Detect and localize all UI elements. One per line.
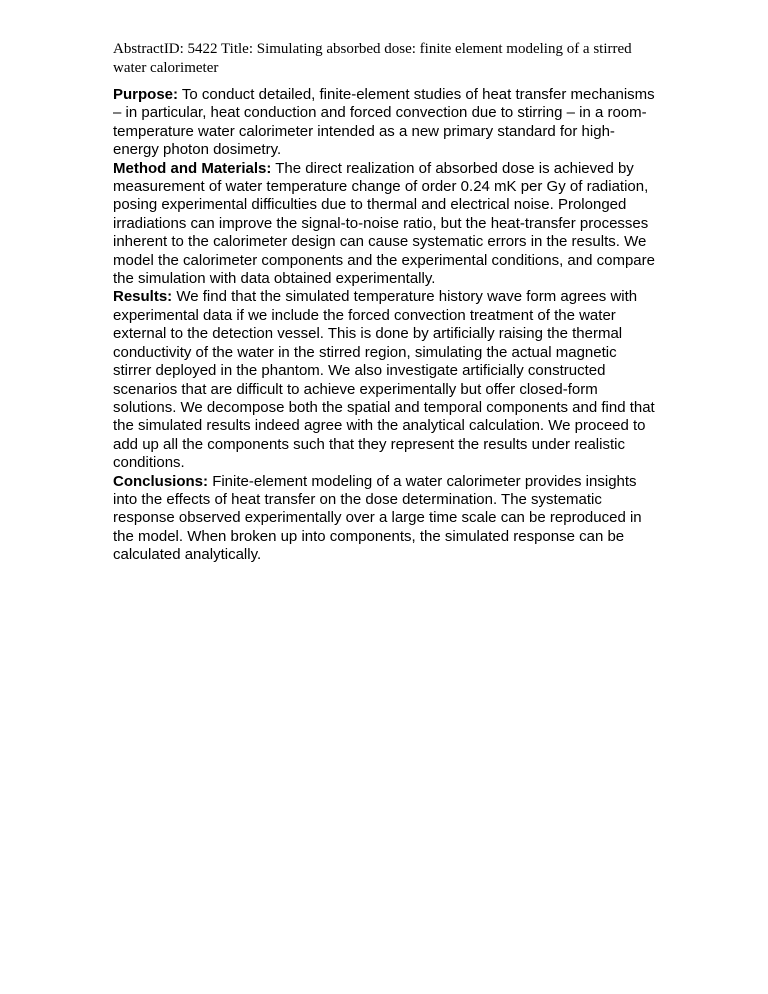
section-results <box>113 288 658 472</box>
section-purpose-text: To conduct detailed, finite-element studies of heat transfer mechanisms – in particular, heat conduction and forced convection due to stirring – in a room-temperature water calorimeter intended as a new primary standard for high-energy photon dosimetry. <box>113 86 655 159</box>
section-conclusions-text: Finite-element modeling of a water calorimeter provides insights into the effects of heat transfer on the dose determination. The systematic response observed experimentally over a large time scale can be reproduced in the model. When broken up into components, the simulated response can be calculated analytically. <box>113 472 642 564</box>
section-conclusions <box>113 473 658 565</box>
section-results-text: We find that the simulated temperature history wave form agrees with experimental data if we include the forced convection treatment of the water external to the detection vessel. This is done by artificially raising the thermal conductivity of the water in the stirred region, simulating the actual magnetic stirrer deployed in the phantom. We also investigate artificially constructed scenarios that are difficult to achieve experimentally but offer closed-form solutions. We decompose both the spatial and temporal components and find that the simulated results indeed agree with the analytical calculation. We proceed to add up all the components such that they represent the results under realistic conditions. <box>113 288 655 472</box>
section-results-label: Results: <box>113 288 173 306</box>
section-purpose <box>113 86 658 160</box>
section-method-text: The direct realization of absorbed dose is achieved by measurement of water temperature change of order 0.24 mK per Gy of radiation, posing experimental difficulties due to thermal and electrical noise. Prolonged irradiations can improve the signal-to-noise ratio, but the heat-transfer processes inherent to the calorimeter design can cause systematic errors in the results. We model the calorimeter components and the experimental conditions, and compare the simulation with data obtained experimentally. <box>113 159 655 288</box>
abstract-header: AbstractID: 5422 Title: Simulating absorbed dose: finite element modeling of a stirred water calorimeter <box>113 41 632 76</box>
section-method-label: Method and Materials: <box>113 159 272 177</box>
abstract-page <box>113 40 658 565</box>
section-conclusions-label: Conclusions: <box>113 472 209 490</box>
section-method-and-materials <box>113 160 658 289</box>
section-purpose-label: Purpose: <box>113 86 179 103</box>
